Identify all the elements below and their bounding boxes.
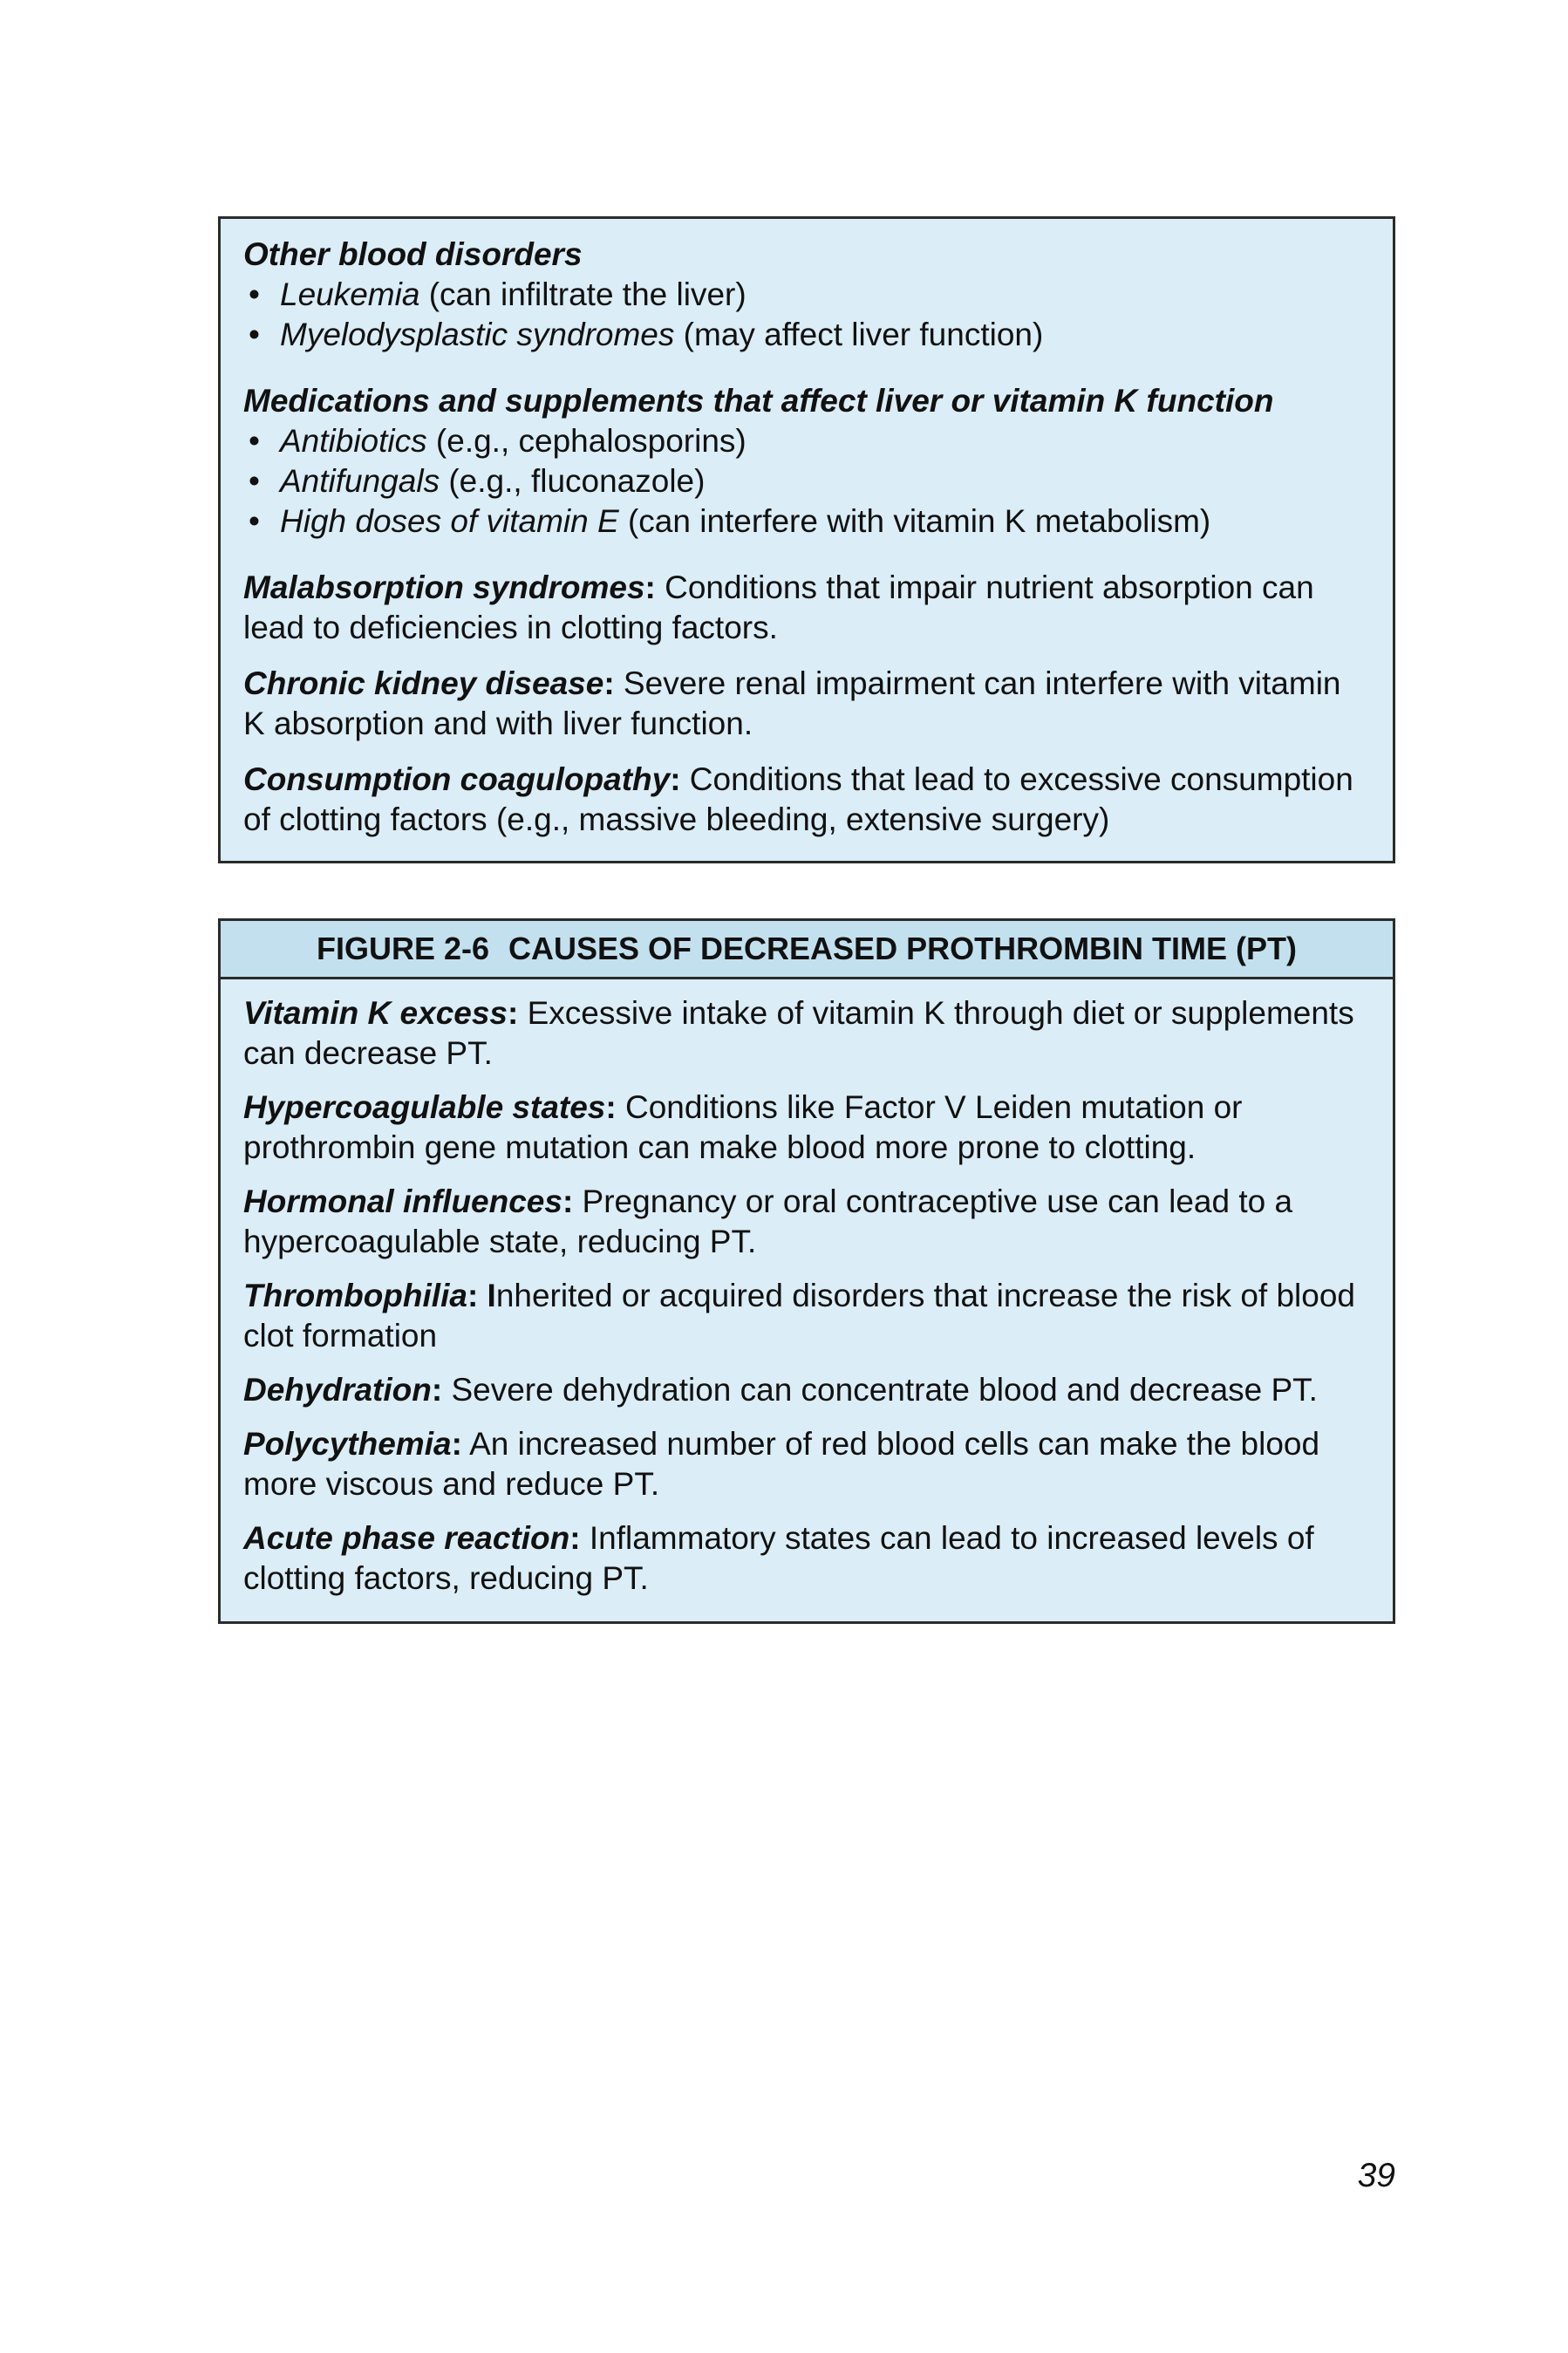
bullet-icon: •	[249, 317, 260, 352]
entry-text: nherited or acquired disorders that increase the risk of blood clot formation	[243, 1278, 1355, 1354]
description: (e.g., fluconazole)	[440, 463, 706, 499]
entry-acute-phase-reaction	[243, 1518, 1370, 1599]
entry-text: Inflammatory states can lead to increased levels of clotting factors, reducing PT.	[243, 1520, 1314, 1596]
group-title: Other blood disorders	[243, 236, 583, 272]
list-item-text	[280, 421, 1370, 461]
entry-polycythemia	[243, 1424, 1370, 1504]
entry-hypercoagulable-states	[243, 1088, 1370, 1168]
other-blood-disorders-box	[218, 216, 1395, 863]
list-item-text	[280, 275, 1370, 315]
entry-term: Chronic kidney disease	[243, 665, 604, 701]
entry-term: Dehydration	[243, 1372, 432, 1408]
entry-term: Acute phase reaction	[243, 1520, 570, 1556]
term: Antifungals	[280, 463, 440, 499]
description: (e.g., cephalosporins)	[426, 423, 747, 459]
description: (can infiltrate the liver)	[419, 276, 747, 312]
entry-term: Thrombophilia	[243, 1278, 467, 1313]
figure-body	[221, 979, 1393, 1621]
description: (may affect liver function)	[674, 317, 1044, 352]
term: Myelodysplastic syndromes	[280, 317, 675, 352]
entry-colon: :	[644, 569, 656, 605]
entry-term: Consumption coagulopathy	[243, 761, 671, 797]
entry-colon: :	[569, 1520, 581, 1556]
group-other-blood-disorders	[243, 235, 1370, 355]
list-item	[243, 461, 1370, 501]
entry-text: Excessive intake of vitamin K through diet or supplements can decrease PT.	[243, 995, 1354, 1071]
list-item-text	[280, 315, 1370, 355]
entry-colon: :	[451, 1426, 462, 1462]
entry-text: Conditions that lead to excessive consumption of clotting factors (e.g., massive bleeding, extensive surgery)	[243, 761, 1353, 837]
list-item	[243, 315, 1370, 355]
entry-colon: :	[603, 665, 615, 701]
entry-colon: :	[431, 1372, 443, 1408]
note-paragraphs	[243, 568, 1370, 840]
entry-colon: :	[670, 761, 681, 797]
figure-2-6-box	[218, 918, 1395, 1624]
term: Antibiotics	[280, 423, 427, 459]
group-title: Medications and supplements that affect liver or vitamin K function	[243, 383, 1274, 419]
figure-title: CAUSES OF DECREASED PROTHROMBIN TIME (PT)	[508, 931, 1298, 966]
entry-term: Vitamin K excess	[243, 995, 508, 1031]
entry-text: Severe dehydration can concentrate blood and decrease PT.	[442, 1372, 1318, 1408]
entry-text: Conditions that impair nutrient absorption can lead to deficiencies in clotting factors.	[243, 569, 1314, 645]
entry-text: Pregnancy or oral contraceptive use can lead to a hypercoagulable state, reducing PT.	[243, 1183, 1293, 1259]
entry-dehydration	[243, 1370, 1370, 1410]
entry-term: Hormonal influences	[243, 1183, 562, 1219]
entry-colon: :	[508, 995, 519, 1031]
entry-colon: :	[605, 1089, 617, 1125]
description: (can interfere with vitamin K metabolism)	[618, 503, 1211, 539]
term: Leukemia	[280, 276, 420, 312]
list-item	[243, 275, 1370, 315]
figure-label: FIGURE 2-6	[316, 931, 489, 966]
entry-hormonal-influences	[243, 1182, 1370, 1262]
page-number: 39	[1357, 2157, 1395, 2194]
bullet-icon: •	[249, 276, 260, 312]
list-item	[243, 421, 1370, 461]
bullet-icon: •	[249, 423, 260, 459]
figure-header	[221, 921, 1393, 979]
entry-consumption-coagulopathy	[243, 760, 1370, 840]
term: High doses of vitamin E	[280, 503, 619, 539]
entry-text: Severe renal impairment can interfere with vitamin K absorption and with liver function.	[243, 665, 1341, 741]
bullet-icon: •	[249, 503, 260, 539]
list-item-text	[280, 501, 1370, 542]
entry-thrombophilia	[243, 1276, 1370, 1356]
entry-term: Hypercoagulable states	[243, 1089, 606, 1125]
entry-bold-initial: I	[478, 1278, 496, 1313]
list-item-text	[280, 461, 1370, 501]
entry-chronic-kidney-disease	[243, 664, 1370, 744]
bullet-icon: •	[249, 463, 260, 499]
entry-text: Conditions like Factor V Leiden mutation or prothrombin gene mutation can make blood more prone to clotting.	[243, 1089, 1243, 1165]
entry-term: Malabsorption syndromes	[243, 569, 645, 605]
list-item	[243, 501, 1370, 542]
entry-vitamin-k-excess	[243, 993, 1370, 1074]
entry-colon: :	[467, 1278, 479, 1313]
entry-colon: :	[562, 1183, 574, 1219]
entry-term: Polycythemia	[243, 1426, 452, 1462]
entry-text: An increased number of red blood cells can make the blood more viscous and reduce PT.	[243, 1426, 1320, 1502]
entry-malabsorption-syndromes	[243, 568, 1370, 648]
group-medications-supplements	[243, 381, 1370, 542]
